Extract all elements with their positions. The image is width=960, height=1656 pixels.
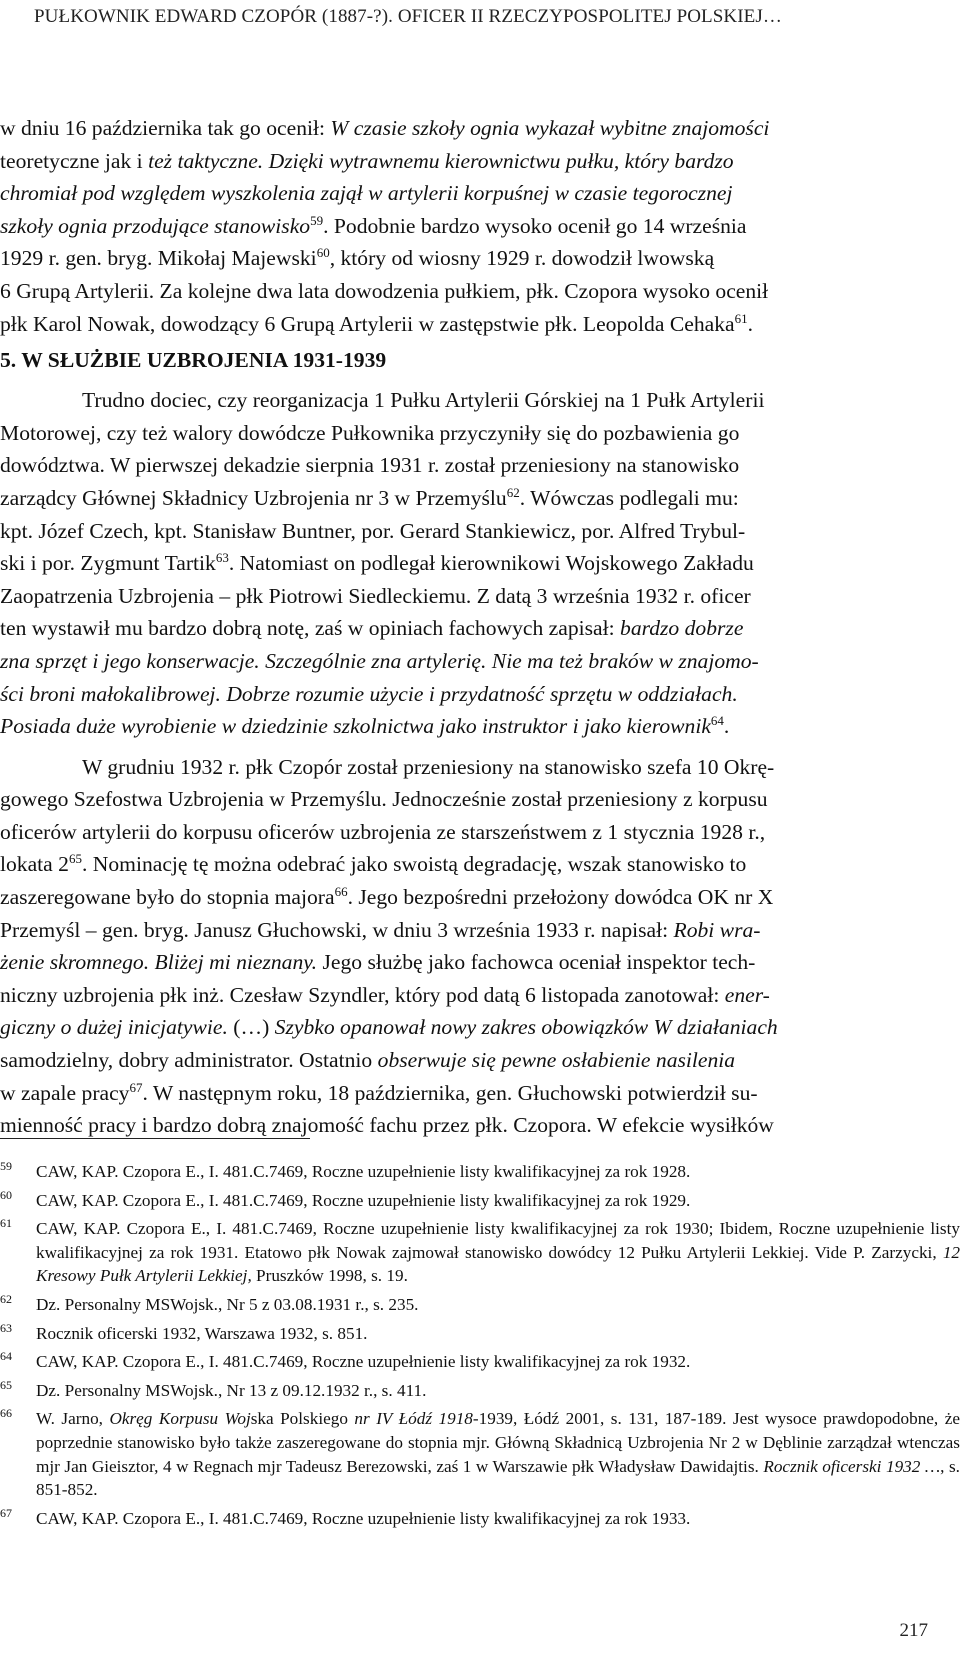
text: mienność pracy i bardzo dobrą znajomość fachu przez płk. Czopora. W efekcie wysiłków	[0, 1113, 774, 1138]
text: Zaopatrzenia Uzbrojenia – płk Piotrowi Siedleckiemu. Z datą 3 września 1932 r. oficer	[0, 583, 751, 608]
text: kpt. Józef Czech, kpt. Stanisław Buntner, por. Gerard Stankiewicz, por. Alfred Trybul-	[0, 518, 746, 543]
footnote-ref[interactable]: 61	[734, 310, 748, 326]
footnote-number: 66	[0, 1406, 12, 1421]
quote: giczny o dużej inicjatywie.	[0, 1015, 228, 1040]
footnote-title: Rocznik oficerski 1932 …	[763, 1456, 941, 1476]
footnote-text: , s. 851-852.	[36, 1456, 960, 1500]
text: Trudno dociec, czy reorganizacja 1 Pułku Artylerii Górskiej na 1 Pułk Artylerii	[82, 388, 765, 413]
text: . Natomiast on podlegał kierownikowi Wojskowego Zakładu	[228, 551, 754, 576]
footnote-text: Dz. Personalny MSWojsk., Nr 13 z 09.12.1932 r., s. 411.	[36, 1380, 427, 1400]
text: . Podobnie bardzo wysoko ocenił go 14 września	[323, 213, 747, 238]
footnote-64	[0, 1350, 960, 1374]
paragraph-1	[0, 112, 960, 340]
footnote-text: Dz. Personalny MSWojsk., Nr 5 z 03.08.1931 r., s. 235.	[36, 1294, 419, 1314]
paragraph-3	[0, 751, 960, 1142]
text: ten wystawił mu bardzo dobrą notę, zaś w opiniach fachowych zapisał:	[0, 616, 621, 641]
text: 1929 r. gen. bryg. Mikołaj Majewski	[0, 246, 317, 271]
footnote-text: CAW, KAP. Czopora E., I. 481.C.7469, Roczne uzupełnienie listy kwalifikacyjnej za rok 1933.	[36, 1508, 691, 1528]
footnote-number: 61	[0, 1216, 12, 1231]
text: W grudniu 1932 r. płk Czopór został przeniesiony na stanowisko szefa 10 Okrę-	[82, 754, 775, 779]
footnote-text: ska Polskiego	[250, 1409, 355, 1429]
footnote-ref[interactable]: 65	[68, 851, 82, 867]
footnote-text: CAW, KAP. Czopora E., I. 481.C.7469, Roczne uzupełnienie listy kwalifikacyjnej za rok 1929.	[36, 1190, 691, 1210]
section-heading: 5. W SŁUŻBIE UZBROJENIA 1931-1939	[0, 348, 387, 373]
footnote-65	[0, 1379, 960, 1403]
footnote-61	[0, 1217, 960, 1288]
footnote-63	[0, 1322, 960, 1346]
quote: W czasie szkoły ognia wykazał wybitne znajomości	[330, 116, 770, 140]
footnote-number: 64	[0, 1349, 12, 1364]
footnote-66	[0, 1407, 960, 1501]
quote: ener-	[724, 982, 770, 1007]
text: niczny uzbrojenia płk inż. Czesław Szyndler, który pod datą 6 listopada zanotował:	[0, 982, 725, 1007]
footnote-text: -1939, Łódź 2001, s. 131, 187-189. Jest wysoce prawdopodobne, że poprzednie stanowisko było także zaszeregowane do stopnia mjr. Główną Składnicą Uzbrojenia Nr 2 w Dęblinie zarządzał wtenczas mjr Jan Gieisztor, 4 w Regnach mjr Tadeusz Berezowski, zaś 1 w Warszawie płk Władysław Dawidajtis.	[36, 1409, 960, 1476]
text: .	[723, 714, 730, 739]
footnote-67	[0, 1507, 960, 1531]
footnote-60	[0, 1189, 960, 1213]
text: lokata 2	[0, 852, 69, 877]
quote: Robi wra-	[673, 917, 761, 942]
footnote-number: 67	[0, 1505, 12, 1520]
footnote-text: Pruszków 1998, s. 19.	[251, 1266, 408, 1286]
footnote-number: 62	[0, 1291, 12, 1306]
footnote-ref[interactable]: 66	[334, 884, 348, 900]
main-text	[0, 112, 960, 1142]
text: teoretyczne jak i	[0, 148, 149, 173]
footnote-title: 12 Kresowy Pułk Artylerii Lekkiej,	[36, 1242, 960, 1286]
quote: obserwuje się pewne osłabienie nasilenia	[377, 1048, 736, 1073]
footnote-title: nr IV Łódź 1918	[354, 1409, 473, 1429]
footnote-ref[interactable]: 60	[316, 245, 330, 261]
quote: bardzo dobrze	[620, 616, 744, 641]
text: 6 Grupą Artylerii. Za kolejne dwa lata dowodzenia pułkiem, płk. Czopora wysoko ocenił	[0, 278, 769, 303]
paragraph-2	[0, 384, 960, 743]
text: . Jego bezpośredni przełożony dowódca OK nr X	[347, 885, 774, 910]
text: zarządcy Głównej Składnicy Uzbrojenia nr 3 w Przemyślu	[0, 485, 507, 510]
text: samodzielny, dobry administrator. Ostatnio	[0, 1048, 378, 1073]
quote: szkoły ognia przodujące stanowisko	[0, 213, 311, 238]
text: w dniu 16 października tak go ocenił:	[0, 116, 331, 140]
quote: żenie skromnego. Bliżej mi nieznany.	[0, 950, 318, 975]
footnote-text: CAW, KAP. Czopora E., I. 481.C.7469, Roczne uzupełnienie listy kwalifikacyjnej za rok 1930; Ibidem, Roczne uzupełnienie listy kwalifikacyjnej za rok 1931. Etatowo płk Nowak zajmował stanowisko dowódcy 12 Pułku Artylerii Lekkiej. Vide P. Zarzycki,	[36, 1219, 960, 1262]
footnote-ref[interactable]: 63	[215, 550, 229, 566]
quote: zna sprzęt i jego konserwacje. Szczególnie zna artylerię. Nie ma też braków w znajomo-	[0, 648, 759, 673]
quote: Posiada duże wyrobienie w dziedzinie szkolnictwa jako instruktor i jako kierownik	[0, 714, 711, 739]
text: w zapale pracy	[0, 1080, 130, 1105]
footnote-59	[0, 1160, 960, 1184]
text: zaszeregowane było do stopnia majora	[0, 885, 335, 910]
footnote-text: CAW, KAP. Czopora E., I. 481.C.7469, Roczne uzupełnienie listy kwalifikacyjnej za rok 1928.	[36, 1162, 691, 1181]
text: gowego Szefostwa Uzbrojenia w Przemyślu. Jednocześnie został przeniesiony z korpusu	[0, 787, 768, 812]
text: . Nominację tę można odebrać jako swoistą degradację, wszak stanowisko to	[81, 852, 747, 877]
quote: ści broni małokalibrowej. Dobrze rozumie użycie i przydatność sprzętu w oddziałach.	[0, 681, 738, 706]
footnote-text: W. Jarno,	[36, 1409, 110, 1429]
text: Jego służbę jako fachowca oceniał inspektor tech-	[317, 950, 756, 975]
quote: Szybko opanował nowy zakres obowiązków W działaniach	[274, 1015, 778, 1040]
footnotes	[0, 1160, 960, 1535]
text: , który od wiosny 1929 r. dowodził lwowską	[329, 246, 715, 271]
text: oficerów artylerii do korpusu oficerów uzbrojenia ze starszeństwem z 1 stycznia 1928 r.,	[0, 819, 766, 844]
text: . W następnym roku, 18 października, gen. Głuchowski potwierdził su-	[142, 1080, 758, 1105]
footnote-ref[interactable]: 67	[129, 1079, 143, 1095]
text: . Wówczas podlegali mu:	[519, 485, 739, 510]
footnote-text: Rocznik oficerski 1932, Warszawa 1932, s. 851.	[36, 1323, 368, 1343]
text: płk Karol Nowak, dowodzący 6 Grupą Artylerii w zastępstwie płk. Leopolda Cehaka	[0, 311, 735, 336]
footnote-number: 59	[0, 1159, 12, 1173]
text: (…)	[227, 1015, 275, 1040]
text: .	[747, 311, 753, 336]
footnote-number: 63	[0, 1320, 12, 1335]
text: ski i por. Zygmunt Tartik	[0, 551, 216, 576]
text: Przemyśl – gen. bryg. Janusz Głuchowski, w dniu 3 września 1933 r. napisał:	[0, 917, 674, 942]
footnote-number: 60	[0, 1187, 12, 1202]
page-number: 217	[899, 1620, 928, 1641]
footnote-divider	[0, 1138, 310, 1139]
footnote-title: Okręg Korpusu Woj	[109, 1409, 251, 1429]
text: Motorowej, czy też walory dowódcze Pułkownika przyczyniły się do pozbawienia go	[0, 420, 740, 445]
footnote-62	[0, 1293, 960, 1317]
quote: też taktyczne. Dzięki wytrawnemu kierownictwu pułku, który bardzo	[148, 148, 734, 173]
running-head: PUŁKOWNIK EDWARD CZOPÓR (1887-?). OFICER II RZECZYPOSPOLITEJ POLSKIEJ…	[34, 6, 782, 27]
footnote-number: 65	[0, 1377, 12, 1392]
footnote-ref[interactable]: 62	[506, 484, 520, 500]
footnote-text: CAW, KAP. Czopora E., I. 481.C.7469, Roczne uzupełnienie listy kwalifikacyjnej za rok 1932.	[36, 1352, 691, 1372]
footnote-ref[interactable]: 59	[310, 212, 324, 228]
quote: chromiał pod względem wyszkolenia zajął w artylerii korpuśnej w czasie tegorocznej	[0, 181, 733, 206]
footnote-ref[interactable]: 64	[710, 713, 724, 729]
text: dowództwa. W pierwszej dekadzie sierpnia 1931 r. został przeniesiony na stanowisko	[0, 453, 740, 478]
